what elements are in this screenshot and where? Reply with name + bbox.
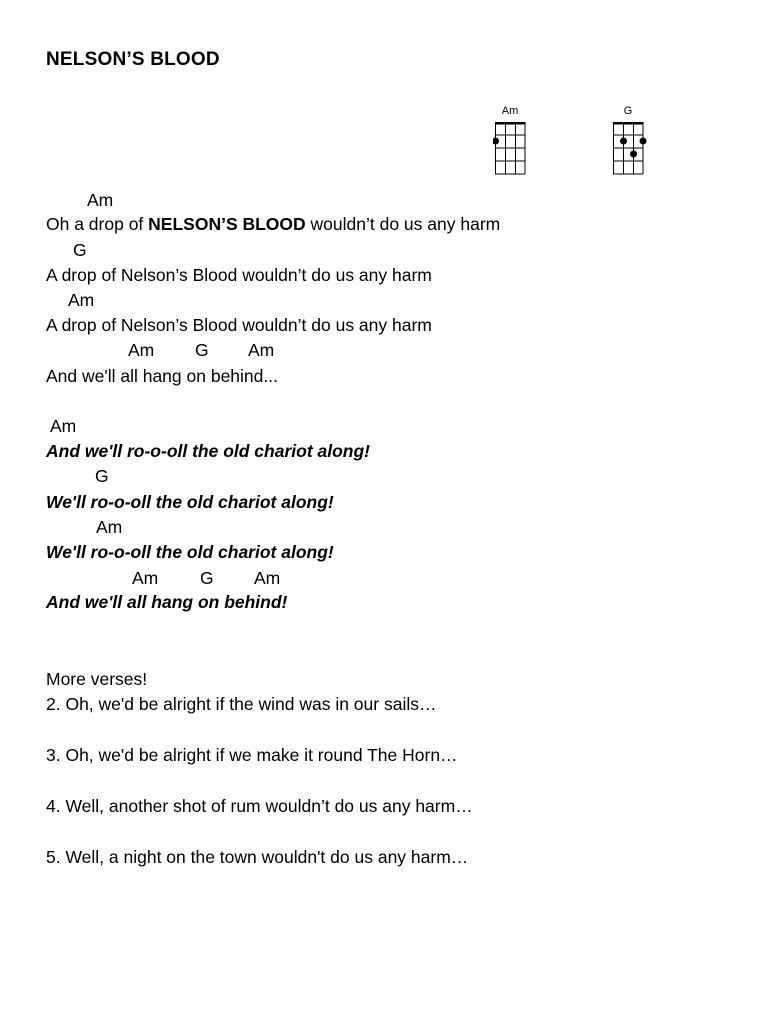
chord-symbol: Am (50, 416, 77, 436)
chorus-line: We'll ro-o-oll the old chariot along! (46, 492, 334, 512)
lyric-line: A drop of Nelson’s Blood wouldn’t do us any harm (46, 265, 432, 285)
chord-symbol: G (195, 340, 209, 360)
lyric-line (46, 213, 500, 235)
verse-list-item: 3. Oh, we'd be alright if we make it round The Horn… (46, 745, 458, 765)
verse-list-item: 4. Well, another shot of rum wouldn’t do us any harm… (46, 796, 473, 816)
lyric-text: wouldn’t do us any harm (305, 214, 501, 234)
chord-diagram-name: G (623, 105, 633, 117)
chord-diagram-g (611, 105, 651, 175)
chord-symbol: G (200, 568, 214, 588)
lyric-line: A drop of Nelson’s Blood wouldn’t do us any harm (46, 315, 432, 335)
verse-list-item: 5. Well, a night on the town wouldn't do us any harm… (46, 847, 469, 867)
chord-am-diagram-icon (493, 117, 533, 175)
song-title: NELSON’S BLOOD (46, 49, 220, 70)
verse-list-item: 2. Oh, we'd be alright if the wind was in our sails… (46, 694, 437, 714)
lyric-bold-text: NELSON’S BLOOD (148, 214, 306, 234)
chord-g-diagram-icon (611, 117, 651, 175)
lyric-text: Oh a drop of (46, 214, 149, 234)
chord-symbol: G (95, 466, 109, 486)
chorus-line: We'll ro-o-oll the old chariot along! (46, 542, 334, 562)
chord-symbol: G (73, 240, 87, 260)
chord-symbol: Am (96, 517, 123, 537)
chorus-line: And we'll ro-o-oll the old chariot along! (46, 441, 371, 461)
chord-symbol: Am (248, 340, 275, 360)
chord-symbol: Am (254, 568, 281, 588)
chord-symbol: Am (128, 340, 155, 360)
chorus-line: And we'll all hang on behind! (46, 592, 288, 612)
chord-diagram-am (493, 105, 533, 175)
chord-diagram-name: Am (501, 105, 519, 117)
chord-symbol: Am (68, 290, 95, 310)
chord-symbol: Am (132, 568, 159, 588)
more-verses-heading: More verses! (46, 669, 148, 689)
lyric-line: And we'll all hang on behind... (46, 366, 278, 386)
chord-symbol: Am (87, 190, 114, 210)
